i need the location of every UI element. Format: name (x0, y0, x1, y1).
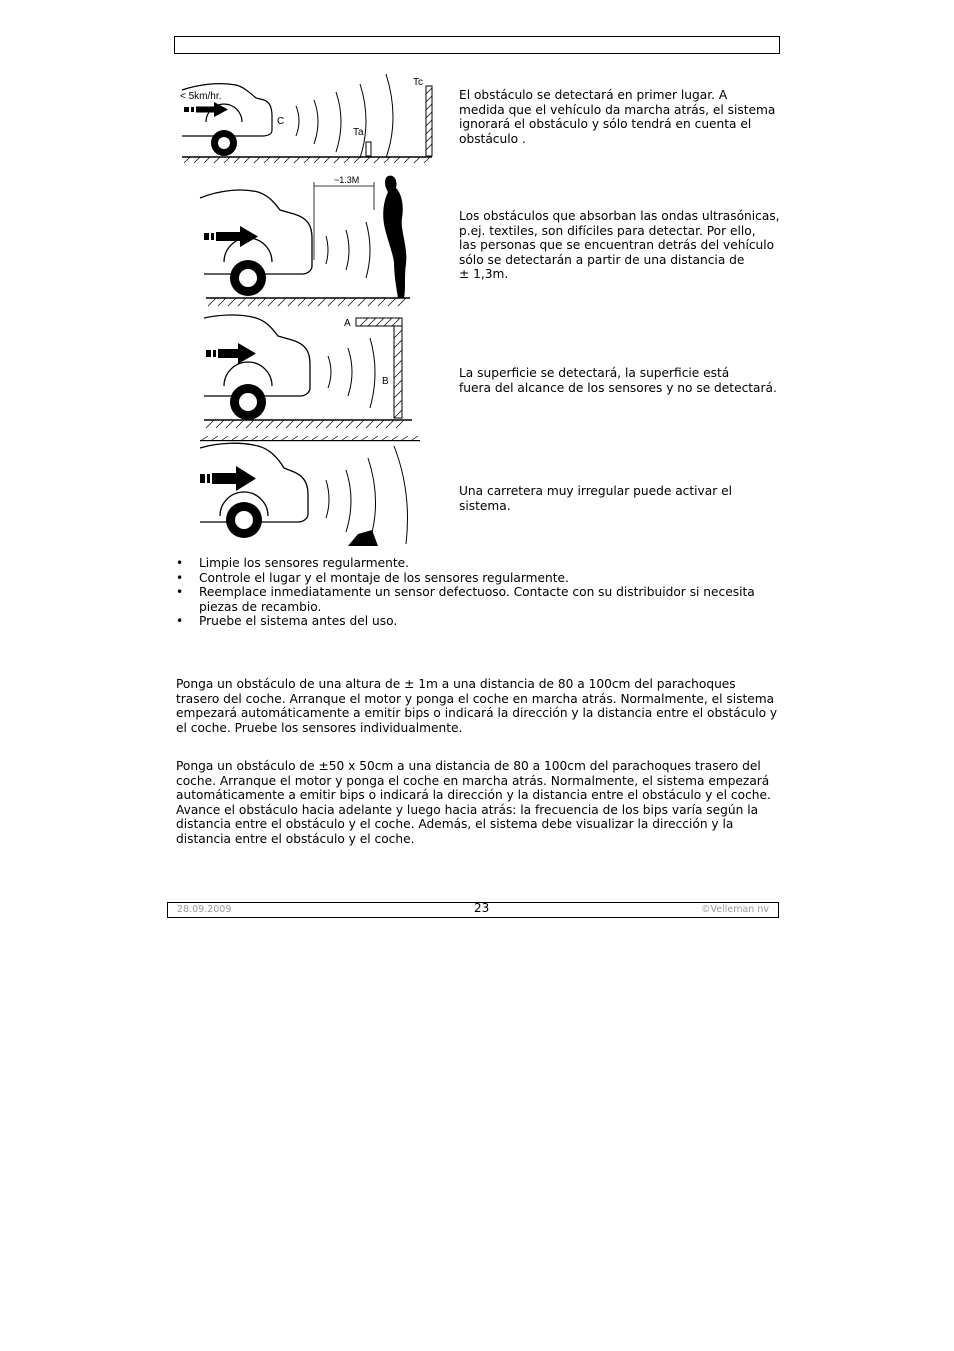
bullet-icon: • (176, 585, 184, 600)
speed-label: < 5km/hr. (180, 91, 222, 102)
figure-irregular-road (198, 436, 424, 548)
footer-copyright: ©Velleman nv (701, 904, 769, 915)
header-box (174, 36, 780, 54)
label-c: C (277, 116, 285, 127)
list-item: • Limpie los sensores regularmente. (176, 556, 410, 570)
maintenance-list (176, 556, 776, 629)
label-tc: Tc (413, 77, 423, 88)
list-item: • Pruebe el sistema antes del uso. (176, 614, 398, 629)
figure-surface-range (198, 312, 420, 436)
distance-label: ~1.3M (334, 175, 360, 185)
label-ta: Ta (353, 127, 364, 138)
figure-person-detection (198, 170, 424, 310)
footer-date: 28.09.2009 (177, 904, 232, 915)
label-b: B (382, 376, 389, 387)
label-a: A (344, 318, 351, 329)
paragraph-test-2: Ponga un obstáculo de ±50 x 50cm a una distancia de 80 a 100cm del parachoques trasero del coche. Arranque el motor y ponga el coche en marcha atrás. Normalmente, el sistema empezará automáticamente a emitir bips o indicará la dirección y la distancia entre el obstáculo y el coche. Avance el obstáculo hacia adelante y luego hacia atrás: la frecuencia de los bips varía según la distancia entre el obstáculo y el coche. Además, el sistema debe visualizar la dirección y la distancia entre el obstáculo y el coche. (176, 759, 771, 846)
page-number: 23 (474, 901, 490, 915)
paragraph-surface-detection: La superficie se detectará, la superficie está fuera del alcance de los sensores y no se detectará. (459, 366, 777, 395)
figure-approach-obstacles (178, 72, 440, 164)
page-footer (167, 902, 779, 918)
paragraph-irregular-road: Una carretera muy irregular puede activar el sistema. (459, 484, 732, 513)
bullet-icon: • (176, 556, 184, 570)
paragraph-ultrasonic-absorption: Los obstáculos que absorban las ondas ultrasónicas, p.ej. textiles, son difíciles para detectar. Por ello, las personas que se encuentran detrás del vehículo sólo se detectarán a partir de una distancia de ± 1,3m. (459, 209, 780, 282)
bullet-icon: • (176, 614, 184, 629)
list-item: • Controle el lugar y el montaje de los sensores regularmente. (176, 570, 569, 585)
paragraph-test-1: Ponga un obstáculo de una altura de ± 1m a una distancia de 80 a 100cm del parachoques trasero del coche. Arranque el motor y ponga el coche en marcha atrás. Normalmente, el sistema empezará automáticamente a emitir bips o indicará la dirección y la distancia entre el obstáculo y el coche. Pruebe los sensores individualmente. (176, 677, 778, 735)
bullet-icon: • (176, 570, 184, 585)
list-item: • Reemplace inmediatamente un sensor defectuoso. Contacte con su distribuidor si necesita piezas de recambio. (176, 585, 755, 614)
paragraph-detection-order: El obstáculo se detectará en primer lugar. A medida que el vehículo da marcha atrás, el sistema ignorará el obstáculo y sólo tendrá en cuenta el obstáculo . (459, 88, 776, 146)
